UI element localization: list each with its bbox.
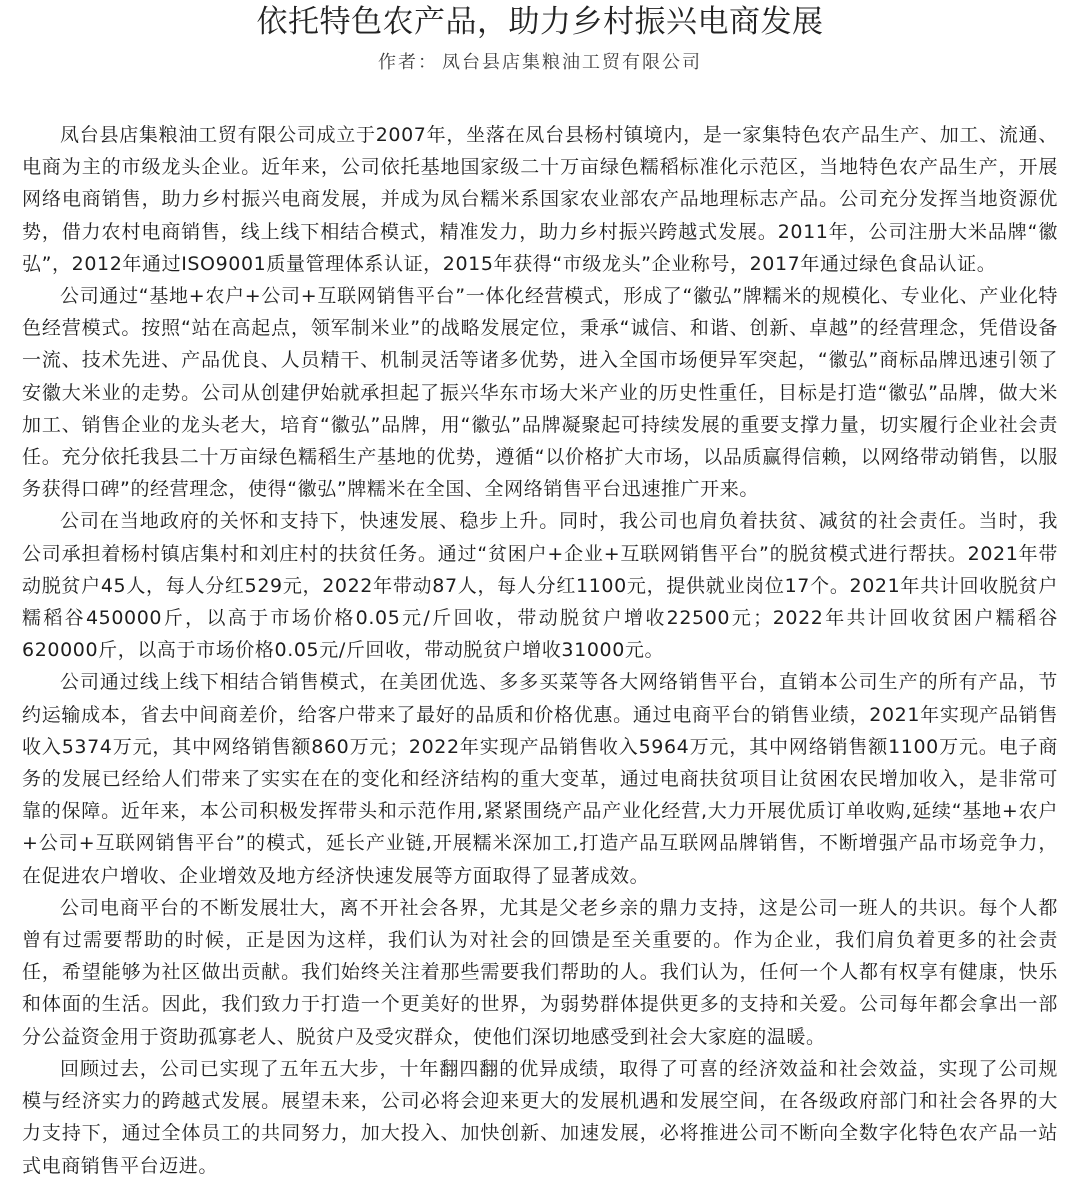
article-author-line: [0, 50, 1080, 76]
author-label: 作者：: [378, 52, 438, 73]
article-paragraph: 回顾过去，公司已实现了五年五大步，十年翻四翻的优异成绩，取得了可喜的经济效益和社会效益，实现了公司规模与经济实力的跨越式发展。展望未来，公司必将会迎来更大的发展机遇和发展空间，在各级政府部门和社会各界的大力支持下，通过全体员工的共同努力，加大投入、加快创新、加速发展，必将推进公司不断向全数字化特色农产品一站式电商销售平台迈进。: [22, 1057, 1058, 1177]
article-paragraph: 公司通过“基地+农户+公司+互联网销售平台”一体化经营模式，形成了“徽弘”牌糯米的规模化、专业化、产业化特色经营模式。按照“站在高起点，领军制米业”的战略发展定位，秉承“诚信、和谐、创新、卓越”的经营理念，凭借设备一流、技术先进、产品优良、人员精干、机制灵活等诸多优势，进入全国市场便异军突起，“徽弘”商标品牌迅速引领了安徽大米业的走势。公司从创建伊始就承担起了振兴华东市场大米产业的历史性重任，目标是打造“徽弘”品牌，做大米加工、销售企业的龙头老大，培育“徽弘”品牌，用“徽弘”品牌凝聚起可持续发展的重要支撑力量，切实履行企业社会责任。充分依托我县二十万亩绿色糯稻生产基地的优势，遵循“以价格扩大市场，以品质赢得信赖，以网络带动销售，以服务获得口碑”的经营理念，使得“徽弘”牌糯米在全国、全网络销售平台迅速推广开来。: [22, 285, 1058, 501]
author-name: 凤台县店集粮油工贸有限公司: [442, 52, 702, 73]
article-paragraph: 凤台县店集粮油工贸有限公司成立于2007年，坐落在凤台县杨村镇境内，是一家集特色农产品生产、加工、流通、电商为主的市级龙头企业。近年来，公司依托基地国家级二十万亩绿色糯稻标准化示范区，当地特色农产品生产，开展网络电商销售，助力乡村振兴电商发展，并成为凤台糯米系国家农业部农产品地理标志产品。公司充分发挥当地资源优势，借力农村电商销售，线上线下相结合模式，精准发力，助力乡村振兴跨越式发展。2011年，公司注册大米品牌“徽弘”，2012年通过ISO9001质量管理体系认证，2015年获得“市级龙头”企业称号，2017年通过绿色食品认证。: [22, 124, 1058, 275]
article-body: [22, 119, 1058, 1182]
article-paragraph: 公司在当地政府的关怀和支持下，快速发展、稳步上升。同时，我公司也肩负着扶贫、减贫的社会责任。当时，我公司承担着杨村镇店集村和刘庄村的扶贫任务。通过“贫困户+企业+互联网销售平台”的脱贫模式进行帮扶。2021年带动脱贫户45人，每人分红529元，2022年带动87人，每人分红1100元，提供就业岗位17个。2021年共计回收脱贫户糯稻谷450000斤，以高于市场价格0.05元/斤回收，带动脱贫户增收22500元；2022年共计回收贫困户糯稻谷620000斤，以高于市场价格0.05元/斤回收，带动脱贫户增收31000元。: [22, 510, 1058, 662]
article-paragraph: 公司通过线上线下相结合销售模式，在美团优选、多多买菜等各大网络销售平台，直销本公司生产的所有产品，节约运输成本，省去中间商差价，给客户带来了最好的品质和价格优惠。通过电商平台的销售业绩，2021年实现产品销售收入5374万元，其中网络销售额860万元；2022年实现产品销售收入5964万元，其中网络销售额1100万元。电子商务的发展已经给人们带来了实实在在的变化和经济结构的重大变革，通过电商扶贫项目让贫困农民增加收入，是非常可靠的保障。近年来，本公司积极发挥带头和示范作用,紧紧围绕产品产业化经营,大力开展优质订单收购,延续“基地+农户+公司+互联网销售平台”的模式，延长产业链,开展糯米深加工,打造产品互联网品牌销售，不断增强产品市场竞争力，在促进农户增收、企业增效及地方经济快速发展等方面取得了显著成效。: [22, 671, 1058, 887]
article-paragraph: 公司电商平台的不断发展壮大，离不开社会各界，尤其是父老乡亲的鼎力支持，这是公司一班人的共识。每个人都曾有过需要帮助的时候，正是因为这样，我们认为对社会的回馈是至关重要的。作为企业，我们肩负着更多的社会责任，希望能够为社区做出贡献。我们始终关注着那些需要我们帮助的人。我们认为，任何一个人都有权享有健康，快乐和体面的生活。因此，我们致力于打造一个更美好的世界，为弱势群体提供更多的支持和关爱。公司每年都会拿出一部分公益资金用于资助孤寡老人、脱贫户及受灾群众，使他们深切地感受到社会大家庭的温暖。: [22, 896, 1058, 1048]
article-title: 依托特色农产品，助力乡村振兴电商发展: [256, 4, 824, 40]
